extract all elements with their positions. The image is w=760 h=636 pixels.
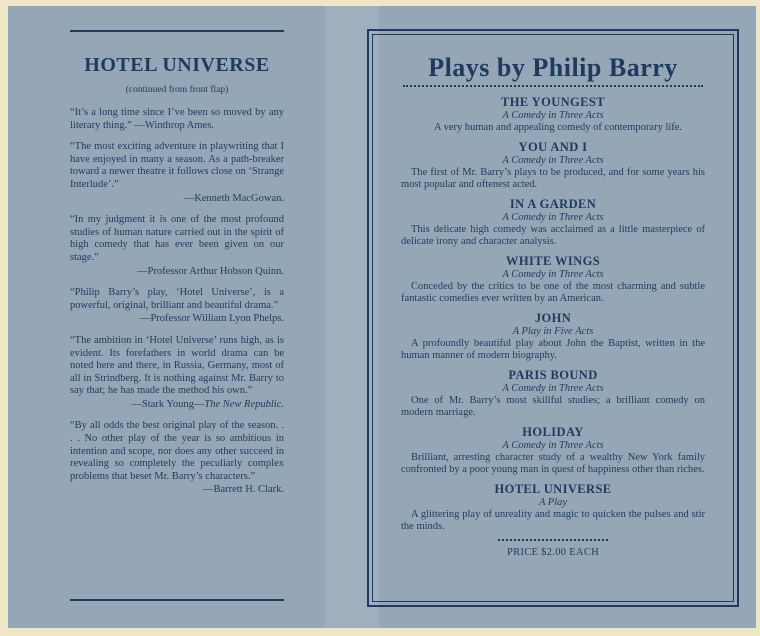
play-entry bbox=[373, 140, 733, 192]
play-subtitle: A Comedy in Three Acts bbox=[502, 154, 604, 166]
play-subtitle: A Play in Five Acts bbox=[512, 325, 594, 337]
quote-attribution: —Barrett H. Clark. bbox=[202, 484, 284, 496]
panel-inner-border bbox=[372, 34, 734, 602]
play-entry bbox=[373, 197, 733, 249]
play-subtitle: A Comedy in Three Acts bbox=[502, 439, 604, 451]
play-title: HOTEL UNIVERSE bbox=[494, 481, 612, 496]
play-subtitle: A Comedy in Three Acts bbox=[502, 268, 604, 280]
price-label: PRICE $2.00 EACH bbox=[506, 546, 599, 558]
play-subtitle: A Play bbox=[538, 496, 568, 508]
back-flap bbox=[70, 30, 284, 506]
play-description: One of Mr. Barry’s most skillful studies; a brilliant comedy on modern marriage. bbox=[401, 394, 705, 418]
play-subtitle: A Comedy in Three Acts bbox=[502, 211, 604, 223]
play-description: Brilliant, arresting character study of a wealthy New York family confronted by a poor young man in quest of happiness other than riches. bbox=[401, 451, 705, 475]
quote bbox=[70, 335, 284, 412]
quote-text: “In my judgment it is one of the most profound studies of human nature carried out in the spirit of high comedy that has ever been given on our stage.” bbox=[70, 214, 284, 263]
play-title: YOU AND I bbox=[518, 139, 588, 154]
top-rule bbox=[70, 30, 284, 32]
quote-text: “The most exciting adventure in playwriting that I have enjoyed in many a season. As a path-breaker toward a newer theatre it follows close on ‘Strange Interlude’.” bbox=[70, 141, 285, 190]
quote-author: —Stark Young— bbox=[131, 398, 205, 410]
quote-attribution: —Kenneth MacGowan. bbox=[183, 192, 284, 204]
play-entry bbox=[373, 254, 733, 306]
play-description: Conceded by the critics to be one of the most charming and subtle fantastic comedies ever written by an American. bbox=[401, 280, 705, 304]
play-description: A glittering play of unreality and magic to quicken the pulses and stir the minds. bbox=[401, 508, 705, 532]
play-title: THE YOUNGEST bbox=[500, 95, 605, 109]
quote-text: “By all odds the best original play of the season. . . . No other play of the year is so ambitious in intention and scope, nor does any other succeed in revealing so completely the peculiarly complex problems that beset Mr. Barry’s characters.” bbox=[70, 420, 284, 482]
play-description: The first of Mr. Barry’s plays to be produced, and for some years his most popular and oftenest acted. bbox=[401, 166, 705, 190]
quote-publication: The New Republic. bbox=[204, 398, 284, 410]
play-description: A profoundly beautiful play about John the Baptist, written in the human manner of modern biography. bbox=[401, 337, 705, 361]
bottom-rule bbox=[70, 599, 284, 601]
quote-attribution: —Professor William Lyon Phelps. bbox=[139, 313, 284, 325]
quote bbox=[70, 141, 284, 205]
quote-text: “Philip Barry’s play, ‘Hotel Universe’, is a powerful, original, brilliant and beautiful drama.” bbox=[70, 287, 284, 311]
flap-title: HOTEL UNIVERSE bbox=[84, 54, 270, 76]
play-description: A very human and appealing comedy of contemporary life. bbox=[433, 122, 683, 133]
panel-title: Plays by Philip Barry bbox=[428, 53, 678, 82]
play-entry bbox=[373, 368, 733, 420]
continued-note: (continued from front flap) bbox=[125, 85, 229, 95]
play-entry bbox=[373, 425, 733, 477]
plays-panel bbox=[367, 29, 739, 607]
play-entry bbox=[373, 482, 733, 534]
play-entry bbox=[373, 311, 733, 363]
quote-attribution: —Professor Arthur Hobson Quinn. bbox=[137, 265, 284, 277]
quote-attribution bbox=[70, 399, 284, 412]
price-dotted-rule bbox=[498, 539, 608, 541]
play-subtitle: A Comedy in Three Acts bbox=[502, 110, 604, 121]
quote-text: “The ambition in ‘Hotel Universe’ runs high, as is evident. Its forefathers in world drama can be noted here and there, in Russia, Germany, most of all in Strindberg. It is nothing against Mr. Barry to say that; he has made the method his own.” bbox=[70, 334, 284, 397]
quote bbox=[70, 107, 284, 132]
play-title: WHITE WINGS bbox=[505, 253, 601, 268]
play-title: IN A GARDEN bbox=[509, 196, 597, 211]
play-entry bbox=[373, 95, 733, 135]
play-subtitle: A Comedy in Three Acts bbox=[502, 382, 604, 394]
play-description: This delicate high comedy was acclaimed as a little masterpiece of delicate irony and character analysis. bbox=[401, 223, 705, 247]
play-title: PARIS BOUND bbox=[508, 367, 598, 382]
title-dotted-rule bbox=[403, 85, 703, 87]
play-title: JOHN bbox=[534, 310, 572, 325]
quote-text: “It’s a long time since I’ve been so moved by any literary thing.” —Winthrop Ames. bbox=[70, 107, 284, 131]
quote bbox=[70, 420, 284, 497]
quote bbox=[70, 287, 284, 326]
quote bbox=[70, 214, 284, 278]
play-title: HOLIDAY bbox=[522, 424, 584, 439]
